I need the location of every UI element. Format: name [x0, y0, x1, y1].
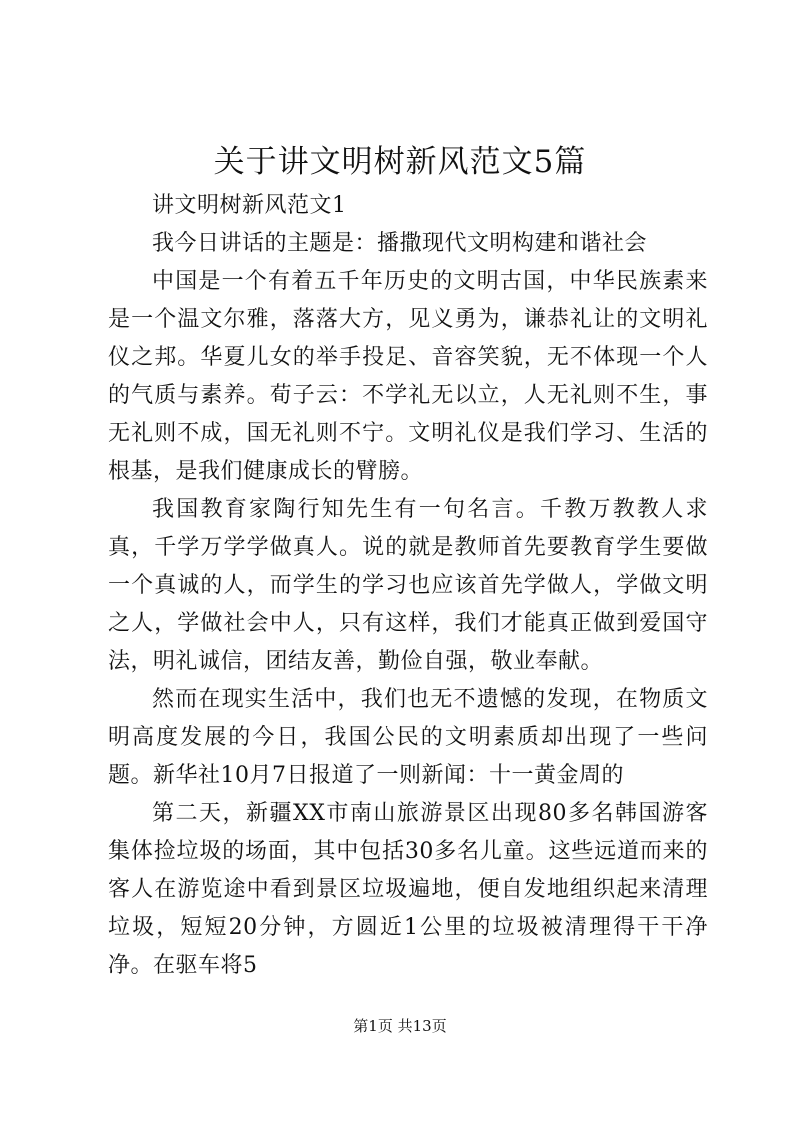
document-body [108, 187, 708, 985]
paragraph-speech-theme: 我今日讲话的主题是：播撒现代文明构建和谐社会 [152, 231, 648, 256]
paragraph-educator-quote: 我国教育家陶行知先生有一句名言。千教万教教人求真，千学万学学做真人。说的就是教师首先要教育学生要做一个真诚的人，而学生的学习也应该首先学做人，学做文明之人，学做社会中人，只有这样，我们才能真正做到爱国守法，明礼诚信，团结友善，勤俭自强，敬业奉献。 [108, 497, 708, 674]
document-title: 关于讲文明树新风范文5篇 [213, 144, 587, 180]
page-number-footer: 第1页 共13页 [353, 1017, 447, 1035]
paragraph-subtitle: 讲文明树新风范文1 [152, 193, 347, 218]
paragraph-news-story: 第二天，新疆XX市南山旅游景区出现80多名韩国游客集体捡垃圾的场面，其中包括30多名儿童。这些远道而来的客人在游览途中看到景区垃圾遍地，便自发地组织起来清理垃圾，短短20分钟，方圆近1公里的垃圾被清理得干干净净。在驱车将5 [108, 801, 708, 978]
paragraph-reality: 然而在现实生活中，我们也无不遗憾的发现，在物质文明高度发展的今日，我国公民的文明素质却出现了一些问题。新华社10月7日报道了一则新闻：十一黄金周的 [108, 687, 708, 788]
paragraph-civilization: 中国是一个有着五千年历史的文明古国，中华民族素来是一个温文尔雅，落落大方，见义勇为，谦恭礼让的文明礼仪之邦。华夏儿女的举手投足、音容笑貌，无不体现一个人的气质与素养。荀子云：不学礼无以立，人无礼则不生，事无礼则不成，国无礼则不宁。文明礼仪是我们学习、生活的根基，是我们健康成长的臂膀。 [108, 269, 708, 484]
